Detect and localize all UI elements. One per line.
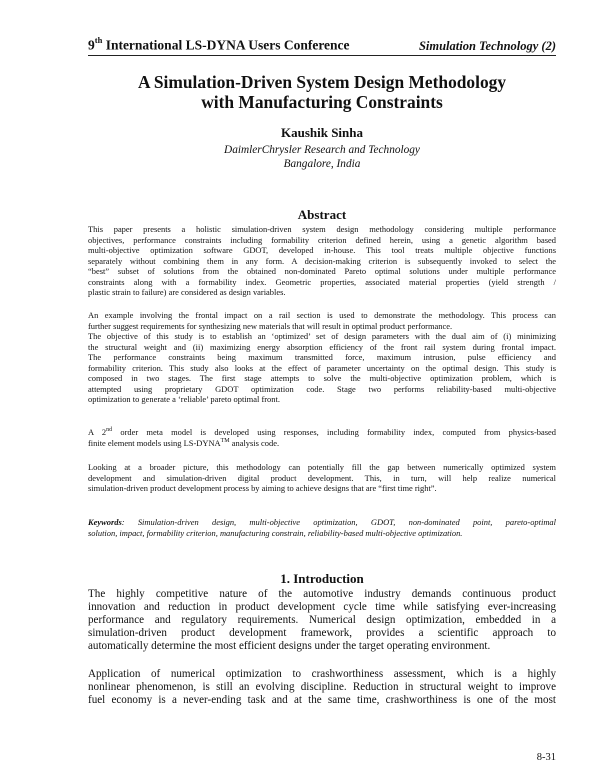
conference-name: 9th International LS-DYNA Users Conference xyxy=(88,35,350,53)
keywords-line-2: solution, impact, formability criterion, manufacturing constrain, reliability-based multi-objective optimization. xyxy=(88,527,463,538)
abstract-heading: Abstract xyxy=(297,207,347,222)
abstract-p2-line: An example involving the frontal impact on a rail section is used to demonstrate the methodology. This process can xyxy=(88,310,556,320)
abstract-p2-line: further suggest requirements for synthesizing new materials that will result in optimal product performance. xyxy=(88,320,453,331)
abstract-p2-line: optimization to generate a ‘reliable’ pareto optimal front. xyxy=(88,394,280,404)
abstract-p4-line: development and simulation-driven digital product development. This, in turn, will help realize numerical xyxy=(88,472,556,483)
abstract-p1-line: constraints along with a formability index. Geometric properties, associated material properties (yield strength / xyxy=(88,276,556,287)
abstract-p2-line: formability criterion. This study also looks at the effect of parameter uncertainty on the optimal design. This study is xyxy=(88,362,556,373)
section-name: Simulation Technology (2) xyxy=(418,38,556,53)
keywords xyxy=(88,517,556,538)
keywords-label: Keywords xyxy=(88,517,122,527)
introduction-heading: 1. Introduction xyxy=(280,571,364,586)
abstract-paragraph-4 xyxy=(88,462,556,494)
intro-p2-line: nonlinear phenomenon, is still an evolving discipline. Reduction in structural weight to improve xyxy=(88,681,556,693)
page-number: 8-31 xyxy=(536,752,556,763)
abstract-p4-line: Looking at a broader picture, this methodology can potentially fill the gap between numerically optimized system xyxy=(88,462,556,472)
introduction-paragraph-1 xyxy=(88,588,556,653)
paper-title xyxy=(88,72,556,112)
intro-p1-line: performance and regulatory requirements. Numerical design optimization, embedded in a xyxy=(88,614,556,626)
introduction-paragraph-2 xyxy=(88,668,556,707)
affiliation-line-2: Bangalore, India xyxy=(283,158,361,170)
abstract-p3-line: finite element models using LS-DYNA™ analysis code. xyxy=(88,437,280,448)
abstract-p1-line: objectives, performance constraints including formability criterion defined herein, using a genetic algorithm based xyxy=(88,234,556,245)
keywords-line-1: Keywords: Simulation-driven design, multi-objective optimization, GDOT, non-dominated point, pareto-optimal xyxy=(88,517,556,527)
abstract-p2-line: The performance constraints being maximum transmitted force, maximum intrusion, pulse efficiency and xyxy=(88,352,556,362)
intro-p2-line: Application of numerical optimization to crashworthiness assessment, which is a highly xyxy=(88,668,556,680)
abstract-p3-line: A 2nd order meta model is developed using responses, including formability index, computed from physics-based xyxy=(88,427,556,437)
abstract-p1-line: multi-objective optimization software GDOT, developed in-house. This tool treats multiple objective functions xyxy=(88,245,556,255)
abstract-p1-line: This paper presents a holistic simulation-driven system design methodology considering multiple performance xyxy=(88,224,556,234)
abstract-p2-line: The objective of this study is to establish an ‘optimized’ set of design parameters with the dual aim of (i) minimizing xyxy=(88,331,556,341)
abstract-p1-line: separately without combining them in any form. A decision-making criterion is subsequently invoked to select the xyxy=(88,255,556,266)
abstract-p1-line: plastic strain to failure) are considered as design variables. xyxy=(88,287,286,297)
abstract-p2-line: the structural weight and (ii) maximizing energy absorption efficiency of the front rail system during frontal impact. xyxy=(88,341,556,352)
abstract-paragraph-3 xyxy=(88,427,556,448)
author-affiliation xyxy=(88,143,556,171)
intro-p1-line: simulation-driven product development framework, provides a scientific approach to xyxy=(88,627,556,639)
abstract-paragraph-2 xyxy=(88,310,556,405)
intro-p1-line: automatically determine the most efficient designs under the target operating environment. xyxy=(88,640,491,652)
author-name: Kaushik Sinha xyxy=(280,125,364,140)
abstract-p2-line: attempted using proprietary GDOT optimization code. Stage two performs reliability-based multi-objective xyxy=(88,383,556,394)
intro-p1-line: The highly competitive nature of the automotive industry demands continuous product xyxy=(88,588,556,600)
affiliation-line-1: DaimlerChrysler Research and Technology xyxy=(224,144,420,156)
running-header xyxy=(88,36,556,54)
title-line-1: A Simulation-Driven System Design Methodology xyxy=(137,72,507,92)
title-line-2: with Manufacturing Constraints xyxy=(201,92,443,112)
abstract-p4-line: simulation-driven product development process by aiming to achieve designs that are “first time right”. xyxy=(88,483,437,493)
intro-p2-line: fuel economy is a never-ending task and at the same time, crashworthiness is one of the most xyxy=(88,694,556,706)
abstract-p1-line: “best” subset of solutions from the obtained non-dominated Pareto optimal solutions under multiple performance xyxy=(88,266,556,276)
intro-p1-line: innovation and reduction in product development cycle time while satisfying ever-increasing xyxy=(88,601,556,613)
abstract-p2-line: composed in two stages. The first stage attempts to solve the multi-objective optimization problem, which is xyxy=(88,373,556,383)
abstract-paragraph-1 xyxy=(88,224,556,298)
header-rule xyxy=(88,55,556,56)
